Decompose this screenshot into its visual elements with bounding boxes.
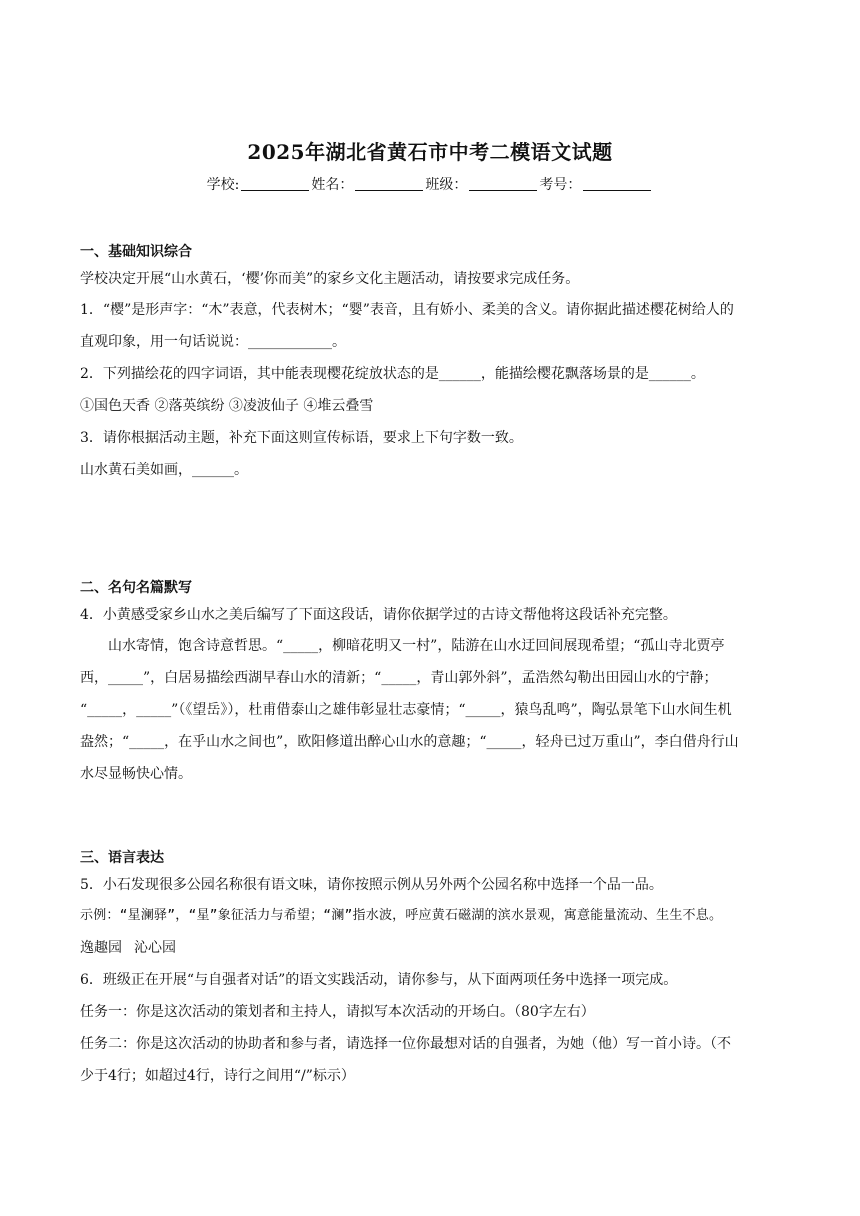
task-2-line-1: 任务二：你是这次活动的协助者和参与者，请选择一位你最想对话的自强者，为她（他）写一首小诗。（不 bbox=[80, 1036, 731, 1052]
class-label: 班级： bbox=[425, 177, 468, 193]
section-basic-knowledge bbox=[80, 240, 782, 486]
question-3-slogan: 山水黄石美如画，______。 bbox=[80, 462, 248, 478]
question-5-example: 示例：“星澜驿”，“星”象征活力与希望；“澜”指水波，呼应黄石磁湖的滨水景观，寓意能量流动、生生不息。 bbox=[80, 908, 723, 923]
name-blank[interactable] bbox=[355, 176, 423, 191]
question-3: 3．请你根据活动主题，补充下面这则宣传标语，要求上下句字数一致。 bbox=[80, 430, 523, 446]
task-1: 任务一：你是这次活动的策划者和主持人，请拟写本次活动的开场白。（80字左右） bbox=[80, 1004, 595, 1020]
exam-no-blank[interactable] bbox=[583, 176, 651, 191]
section-language-expression bbox=[80, 846, 782, 1092]
question-6: 6．班级正在开展“与自强者对话”的语文实践活动，请你参与，从下面两项任务中选择一项完成。 bbox=[80, 972, 678, 988]
exam-no-label: 考号： bbox=[539, 177, 582, 193]
question-5: 5．小石发现很多公园名称很有语文味，请你按照示例从另外两个公园名称中选择一个品一品。 bbox=[80, 877, 663, 893]
park-name: 逸趣园 bbox=[80, 940, 122, 956]
passage-line-3: “_____，_____”（《望岳》），杜甫借泰山之雄伟彰显壮志豪情；“_____，猿鸟乱鸣”，陶弘景笔下山水间生机 bbox=[80, 702, 732, 718]
name-label: 姓名： bbox=[311, 177, 354, 193]
section-intro: 学校决定开展“山水黄石，‘樱’你而美”的家乡文化主题活动，请按要求完成任务。 bbox=[80, 271, 580, 287]
task-2-line-2: 少于4行；如超过4行，诗行之间用“/”标示） bbox=[80, 1068, 355, 1084]
passage-line-1: 山水寄情，饱含诗意哲思。“_____，柳暗花明又一村”，陆游在山水迂回间展现希望；“孤山寺北贾亭 bbox=[108, 638, 725, 654]
question-4: 4．小黄感受家乡山水之美后编写了下面这段话，请你依据学过的古诗文帮他将这段话补充完整。 bbox=[80, 607, 677, 623]
question-1-line-1: 1．“樱”是形声字：“木”表意，代表树木；“婴”表音，且有娇小、柔美的含义。请你据此描述樱花树给人的 bbox=[80, 302, 734, 318]
school-blank[interactable] bbox=[241, 176, 309, 191]
page-title: 2025年湖北省黄石市中考二模语文试题 bbox=[247, 140, 613, 164]
passage-line-2: 西，_____”，白居易描绘西湖早春山水的清新；“_____，青山郭外斜”，孟浩然勾勒出田园山水的宁静； bbox=[80, 670, 718, 686]
question-5-parks bbox=[80, 932, 782, 964]
section-heading: 一、基础知识综合 bbox=[80, 244, 192, 260]
class-blank[interactable] bbox=[469, 176, 537, 191]
question-2-options: ①国色天香 ②落英缤纷 ③凌波仙子 ④堆云叠雪 bbox=[80, 398, 374, 414]
question-2: 2．下列描绘花的四字词语，其中能表现樱花绽放状态的是______，能描绘樱花飘落场景的是______。 bbox=[80, 366, 705, 382]
section-heading: 三、语言表达 bbox=[80, 850, 164, 866]
student-info-line bbox=[0, 174, 860, 194]
passage-line-5: 水尽显畅快心情。 bbox=[80, 766, 192, 782]
section-heading: 二、名句名篇默写 bbox=[80, 580, 192, 596]
school-label: 学校: bbox=[206, 177, 240, 193]
passage-line-4: 盎然；“_____，在乎山水之间也”，欧阳修道出醉心山水的意趣；“_____，轻舟已过万重山”，李白借舟行山 bbox=[80, 734, 739, 750]
park-name: 沁心园 bbox=[134, 940, 176, 956]
section-poetry-recitation bbox=[80, 576, 782, 790]
question-1-line-2: 直观印象，用一句话说说：____________。 bbox=[80, 334, 346, 350]
